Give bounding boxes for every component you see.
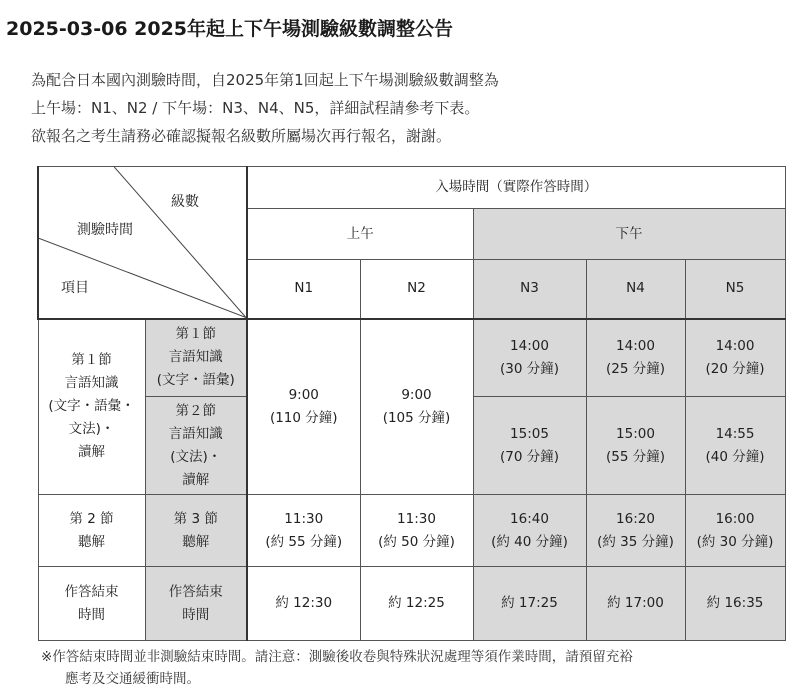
cell-time: 9:00 [288,386,319,403]
section2-sub-label [145,495,247,567]
cell-duration: (105 分鐘) [382,409,451,426]
level-header-n3: N3 [473,260,586,319]
cell-time: 11:30 [397,510,436,527]
section1-label-line: 言語知識 [64,375,119,392]
cell-duration: (約 30 分鐘) [696,533,774,550]
n3-part2-cell [473,397,586,495]
section1-label-line: 文法)・ [68,421,115,438]
cell-duration: (110 分鐘) [269,409,338,426]
n2-section1-cell [360,319,473,495]
cell-duration: (55 分鐘) [605,448,665,465]
cell-time: 14:00 [715,337,755,354]
morning-session-header: 上午 [247,209,473,260]
n4-end-cell: 約 17:00 [586,567,685,641]
cell-duration: (約 55 分鐘) [265,533,343,550]
section1-part1-label [145,319,247,397]
n2-end-cell: 約 12:25 [360,567,473,641]
level-header-n5: N5 [685,260,785,319]
n3-end-cell: 約 17:25 [473,567,586,641]
cell-duration: (約 50 分鐘) [378,533,455,550]
end-time-sub-label [145,567,247,641]
n1-end-cell: 約 12:30 [247,567,360,641]
corner-label-time: 測驗時間 [77,222,133,238]
part1-label-line: 第１節 [175,326,216,343]
end-time-label [38,567,145,641]
n1-section1-cell [247,319,360,495]
entry-time-header: 入場時間（實際作答時間） [247,167,785,209]
level-header-n1: N1 [247,260,360,319]
n4-listening-cell [586,495,685,567]
cell-time: 11:30 [284,510,324,527]
n5-listening-cell [685,495,785,567]
cell-time: 14:00 [616,337,655,354]
level-header-n4: N4 [586,260,685,319]
part2-label-line: 讀解 [182,471,210,488]
cell-duration: (40 分鐘) [705,448,765,465]
section1-label-line: 第１節 [71,352,112,369]
cell-time: 14:00 [510,337,549,354]
corner-label-item: 項目 [61,280,89,296]
n5-part1-cell [685,319,785,397]
part1-label-line: (文字・語彙) [156,372,235,389]
footnote-line: 應考及交通緩衝時間。 [65,671,200,687]
cell-time: 14:55 [715,425,755,442]
corner-label-level: 級數 [171,194,199,210]
footnote [41,646,801,690]
section1-label [38,319,145,495]
cell-duration: (25 分鐘) [605,360,665,377]
end-label-line: 時間 [78,606,105,623]
cell-duration: (約 35 分鐘) [597,533,674,550]
level-header-n2: N2 [360,260,473,319]
part2-label-line: (文法)・ [170,448,222,465]
cell-duration: (20 分鐘) [705,360,765,377]
section2-label-line: 第 2 節 [69,510,114,527]
section2-sub-label-line: 聽解 [182,533,210,550]
section2-label-line: 聽解 [78,533,105,550]
cell-time: 16:20 [616,510,655,527]
part2-label-line: 言語知識 [168,425,223,442]
intro-line: 為配合日本國內測驗時間，自2025年第1回起上下午場測驗級數調整為 [31,71,499,89]
table-corner-header [38,167,247,319]
footnote-line: ※作答結束時間並非測驗結束時間。請注意：測驗後收卷與特殊狀況處理等須作業時間，請預留充裕 [41,649,633,665]
cell-time: 16:40 [510,510,549,527]
part1-label-line: 言語知識 [168,349,223,366]
cell-duration: (70 分鐘) [499,448,559,465]
section2-label [38,495,145,567]
section1-part2-label [145,397,247,495]
n5-part2-cell [685,397,785,495]
announcement-intro [31,66,499,150]
n1-listening-cell [247,495,360,567]
part2-label-line: 第２節 [175,402,216,419]
section1-label-line: (文字・語彙・ [48,398,135,415]
n4-part1-cell [586,319,685,397]
cell-duration: (30 分鐘) [499,360,559,377]
n3-part1-cell [473,319,586,397]
cell-time: 16:00 [715,510,755,527]
end-sub-label-line: 時間 [182,606,210,623]
n5-end-cell: 約 16:35 [685,567,785,641]
intro-line: 上午場：N1、N2 / 下午場：N3、N4、N5，詳細試程請參考下表。 [31,99,480,117]
n2-listening-cell [360,495,473,567]
cell-duration: (約 40 分鐘) [491,533,568,550]
section2-sub-label-line: 第 3 節 [173,510,218,527]
section1-label-line: 讀解 [78,444,105,461]
cell-time: 15:00 [616,425,655,442]
end-sub-label-line: 作答結束 [168,583,223,600]
cell-time: 9:00 [401,386,432,403]
intro-line: 欲報名之考生請務必確認擬報名級數所屬場次再行報名，謝謝。 [31,127,452,145]
schedule-table [37,166,786,641]
afternoon-session-header: 下午 [473,209,785,260]
n4-part2-cell [586,397,685,495]
n3-listening-cell [473,495,586,567]
cell-time: 15:05 [510,425,549,442]
end-label-line: 作答結束 [64,583,119,600]
page-title: 2025-03-06 2025年起上下午場測驗級數調整公告 [6,18,454,40]
